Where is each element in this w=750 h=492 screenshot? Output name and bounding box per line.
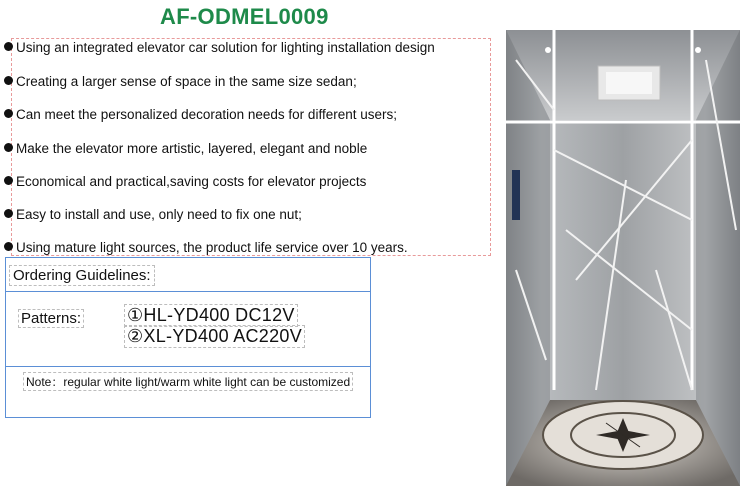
- pattern-item: ②XL-YD400 AC220V: [124, 325, 305, 348]
- feature-item: [4, 174, 366, 189]
- feature-item: [4, 40, 435, 55]
- elevator-interior-image: [506, 30, 740, 486]
- bullet-icon: [4, 143, 13, 152]
- feature-text: Can meet the personalized decoration needs for different users;: [16, 107, 397, 122]
- customization-note: Note：regular white light/warm white light can be customized: [23, 372, 353, 391]
- bullet-icon: [4, 176, 13, 185]
- bullet-icon: [4, 209, 13, 218]
- product-title: AF-ODMEL0009: [160, 4, 329, 29]
- patterns-label: Patterns:: [18, 309, 84, 328]
- bullet-icon: [4, 76, 13, 85]
- bullet-icon: [4, 109, 13, 118]
- pattern-item: ①HL-YD400 DC12V: [124, 304, 298, 327]
- feature-text: Using mature light sources, the product life service over 10 years.: [16, 240, 408, 255]
- feature-text: Make the elevator more artistic, layered, elegant and noble: [16, 141, 368, 156]
- feature-text: Using an integrated elevator car solution for lighting installation design: [16, 40, 435, 55]
- feature-item: [4, 240, 408, 255]
- feature-item: [4, 107, 397, 122]
- feature-text: Economical and practical,saving costs for elevator projects: [16, 174, 367, 189]
- bullet-icon: [4, 242, 13, 251]
- feature-item: [4, 207, 302, 222]
- table-divider: [5, 366, 371, 367]
- feature-text: Easy to install and use, only need to fix one nut;: [16, 207, 302, 222]
- ordering-heading: Ordering Guidelines:: [9, 265, 155, 286]
- feature-item: [4, 141, 367, 156]
- feature-item: [4, 74, 357, 89]
- bullet-icon: [4, 42, 13, 51]
- table-divider: [5, 291, 371, 292]
- feature-text: Creating a larger sense of space in the same size sedan;: [16, 74, 357, 89]
